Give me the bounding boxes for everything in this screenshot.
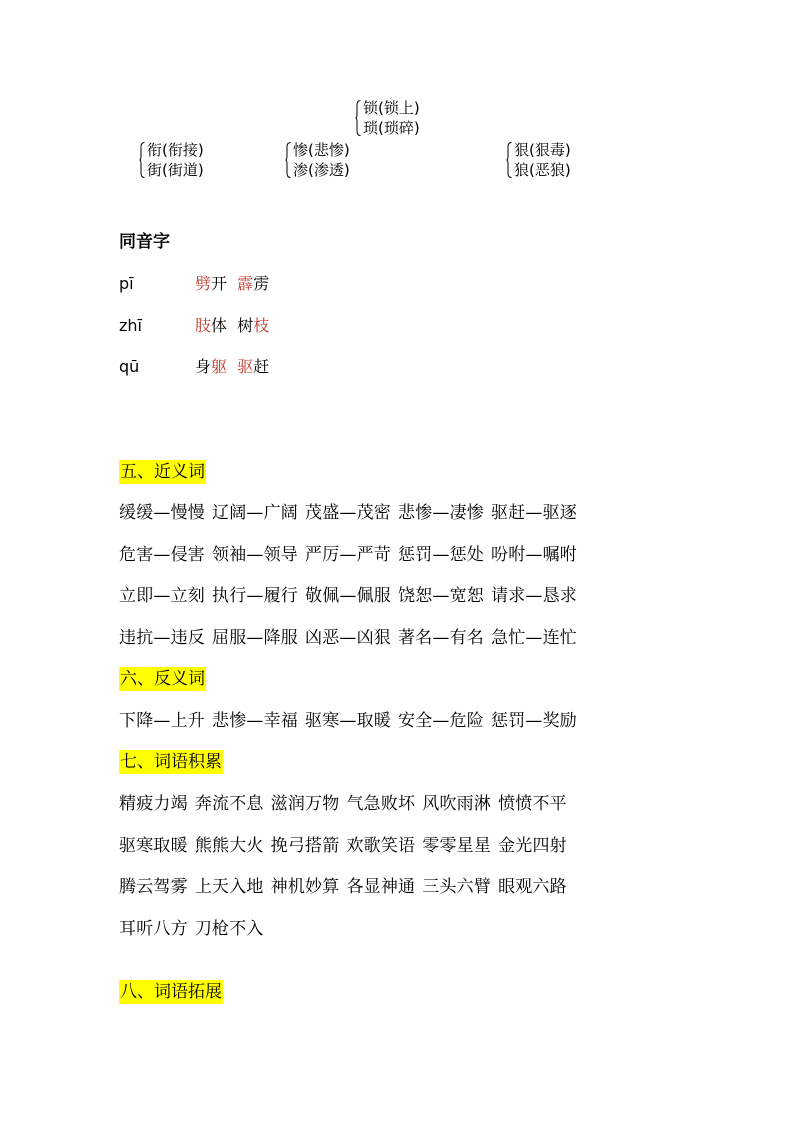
pair-line-a: 锁(锁上) <box>363 99 420 117</box>
accumulation-title: 七、词语积累 <box>120 752 222 772</box>
idiom: 风吹雨淋 <box>422 794 492 814</box>
homophone-words-zhi <box>195 315 269 337</box>
pinyin-zhi: zhī <box>119 316 142 335</box>
highlight-char: 枝 <box>253 316 270 335</box>
word-pair: 惩罚—奖励 <box>491 711 577 731</box>
plain-char: 树 <box>237 316 254 335</box>
idiom: 刀枪不入 <box>194 919 264 939</box>
word-pair: 下降—上升 <box>119 711 205 731</box>
idiom: 驱寒取暖 <box>119 836 188 856</box>
idiom-row <box>119 792 574 816</box>
homophones-title: 同音字 <box>119 232 170 252</box>
brace-icon <box>139 142 145 178</box>
idiom: 欢歌笑语 <box>346 836 416 856</box>
word-pair: 惩罚—惩处 <box>398 545 484 565</box>
idiom: 挽弓搭箭 <box>270 836 340 856</box>
antonyms-title: 六、反义词 <box>120 669 205 689</box>
pair-line-b: 街(街道) <box>147 161 204 179</box>
word-pair: 辽阔—广阔 <box>212 503 298 523</box>
idiom: 三头六臂 <box>422 877 492 897</box>
highlight-char: 劈 <box>195 274 212 293</box>
synonym-row <box>119 584 584 608</box>
pair-line-b: 渗(渗透) <box>293 161 350 179</box>
idiom: 各显神通 <box>346 877 416 897</box>
idiom: 腾云驾雾 <box>119 877 188 897</box>
idiom: 精疲力竭 <box>119 794 188 814</box>
highlight-char: 肢 <box>195 316 212 335</box>
idiom: 奔流不息 <box>194 794 264 814</box>
idiom: 神机妙算 <box>270 877 340 897</box>
word-pair: 屈服—降服 <box>212 628 298 648</box>
word-pair: 茂盛—茂密 <box>305 503 391 523</box>
idiom-row <box>119 875 574 899</box>
word-pair: 严厉—严苛 <box>305 545 391 565</box>
plain-char: 体 <box>211 316 228 335</box>
idiom-row <box>119 917 271 941</box>
idiom: 上天入地 <box>194 877 264 897</box>
word-pair: 危害—侵害 <box>119 545 205 565</box>
brace-icon <box>506 142 512 178</box>
word-pair: 吩咐—嘱咐 <box>491 545 577 565</box>
plain-char: 雳 <box>253 274 270 293</box>
word-pair: 领袖—领导 <box>212 545 298 565</box>
idiom: 愤愤不平 <box>498 794 567 814</box>
pair-line-b: 狼(恶狼) <box>514 161 571 179</box>
synonym-row <box>119 543 584 567</box>
highlight-char: 躯 <box>211 357 228 376</box>
word-pair: 急忙—连忙 <box>491 628 577 648</box>
brace-icon <box>285 142 291 178</box>
word-pair: 违抗—违反 <box>119 628 205 648</box>
word-pair: 驱赶—驱逐 <box>491 503 577 523</box>
word-pair: 敬佩—佩服 <box>305 586 391 606</box>
highlight-char: 驱 <box>237 357 254 376</box>
word-pair: 悲惨—幸福 <box>212 711 298 731</box>
pair-line-b: 琐(琐碎) <box>363 119 420 137</box>
pinyin-pi: pī <box>119 274 134 293</box>
idiom: 眼观六路 <box>498 877 567 897</box>
synonyms-title: 五、近义词 <box>120 462 205 482</box>
idiom-row <box>119 834 574 858</box>
idiom: 零零星星 <box>422 836 492 856</box>
idiom: 气急败坏 <box>346 794 416 814</box>
plain-char: 身 <box>195 357 212 376</box>
word-pair: 安全—危险 <box>398 711 484 731</box>
word-pair: 缓缓—慢慢 <box>119 503 205 523</box>
plain-char: 赶 <box>253 357 270 376</box>
word-pair: 驱寒—取暖 <box>305 711 391 731</box>
idiom: 金光四射 <box>498 836 567 856</box>
word-pair: 悲惨—凄惨 <box>398 503 484 523</box>
expansion-title: 八、词语拓展 <box>120 982 222 1002</box>
word-pair: 请求—恳求 <box>491 586 577 606</box>
idiom: 熊熊大火 <box>194 836 264 856</box>
idiom: 耳听八方 <box>119 919 188 939</box>
plain-char: 开 <box>211 274 228 293</box>
synonym-row <box>119 626 584 650</box>
homophone-words-pi <box>195 273 269 295</box>
pinyin-qu: qū <box>119 357 140 376</box>
word-pair: 立即—立刻 <box>119 586 205 606</box>
homophone-words-qu <box>195 356 269 378</box>
brace-icon <box>355 100 361 136</box>
word-pair: 著名—有名 <box>398 628 484 648</box>
pair-line-a: 惨(悲惨) <box>293 141 350 159</box>
word-pair: 执行—履行 <box>212 586 298 606</box>
synonym-row <box>119 501 584 525</box>
antonym-row <box>119 709 584 733</box>
idiom: 滋润万物 <box>270 794 340 814</box>
pair-line-a: 衔(衔接) <box>147 141 204 159</box>
highlight-char: 霹 <box>237 274 254 293</box>
pair-line-a: 狠(狠毒) <box>514 141 571 159</box>
word-pair: 饶恕—宽恕 <box>398 586 484 606</box>
word-pair: 凶恶—凶狠 <box>305 628 391 648</box>
